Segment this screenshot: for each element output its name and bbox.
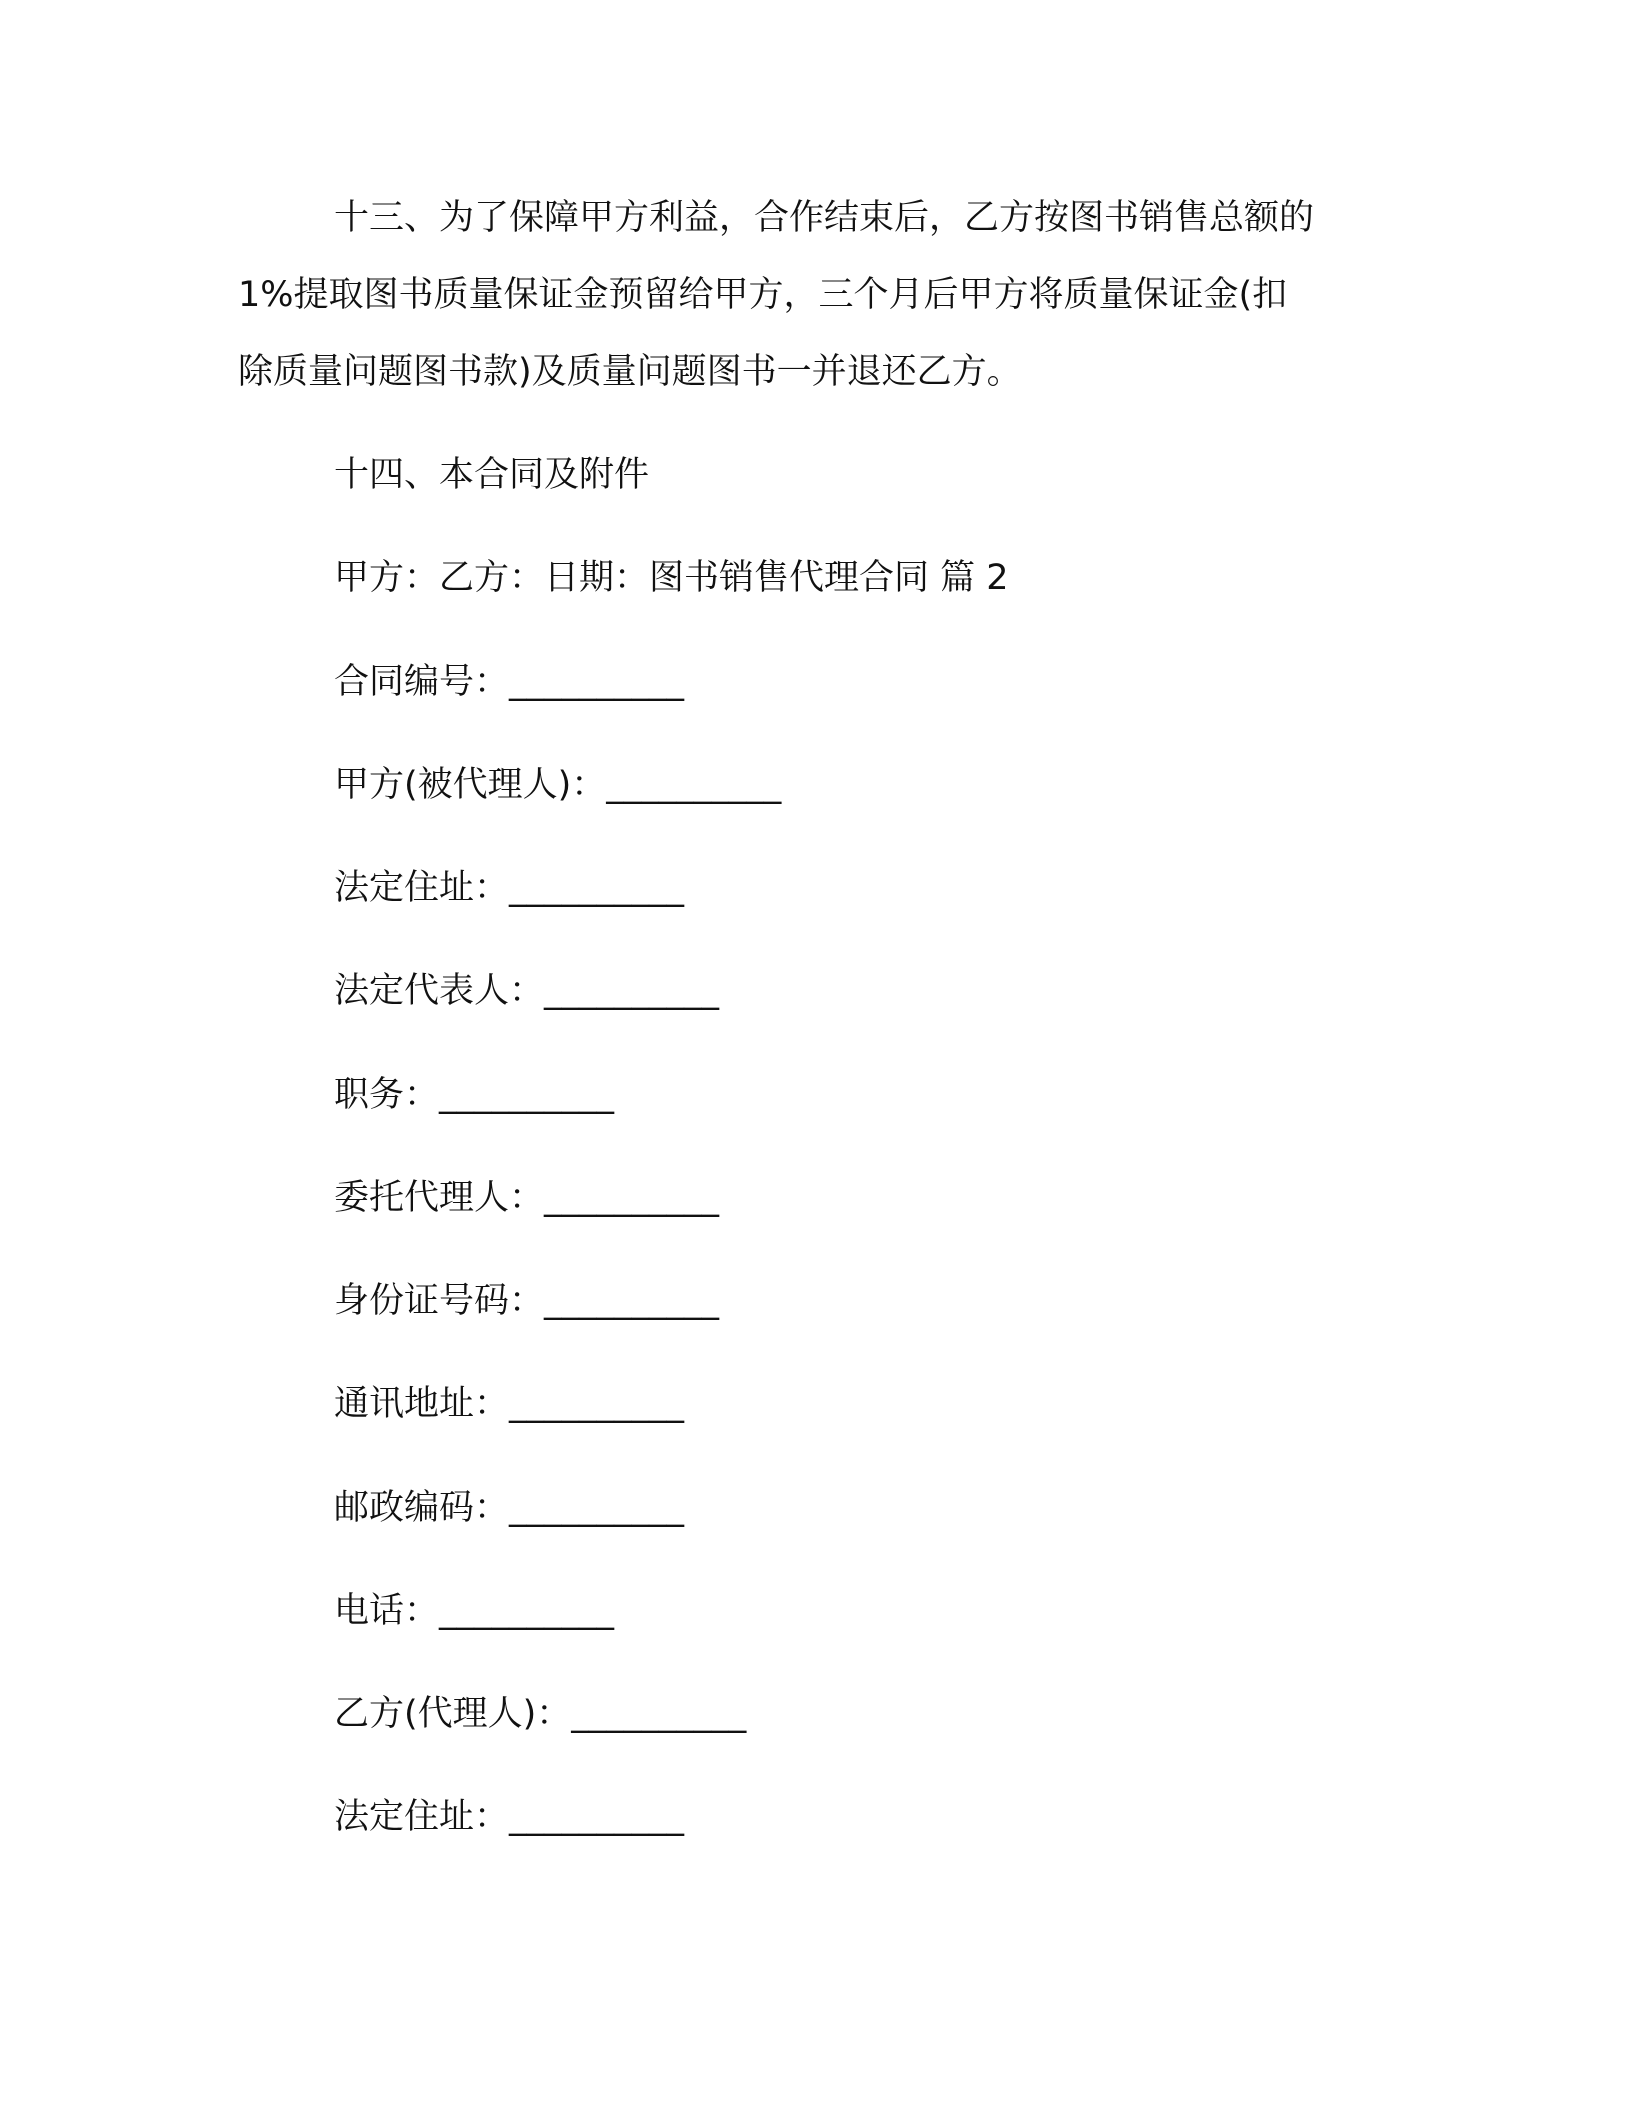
clause-14: 十四、本合同及附件 [334,455,650,495]
field-position: 职务：__________ [334,1075,615,1115]
field-party-a: 甲方(被代理人)：__________ [334,765,782,805]
field-legal-representative: 法定代表人：__________ [334,971,720,1011]
clause-13-line-1: 十三、为了保障甲方利益，合作结束后，乙方按图书销售总额的 [334,198,1315,238]
clause-13-line-2: 1%提取图书质量保证金预留给甲方，三个月后甲方将质量保证金(扣 [238,275,1288,315]
field-authorized-agent: 委托代理人：__________ [334,1178,720,1218]
field-contract-number: 合同编号：__________ [334,662,685,702]
field-id-number: 身份证号码：__________ [334,1281,720,1321]
field-legal-address-a: 法定住址：__________ [334,868,685,908]
field-phone: 电话：__________ [334,1591,615,1631]
field-legal-address-b: 法定住址：__________ [334,1797,685,1837]
field-mailing-address: 通讯地址：__________ [334,1384,685,1424]
clause-13-line-3: 除质量问题图书款)及质量问题图书一并退还乙方。 [238,352,1022,392]
field-party-b: 乙方(代理人)：__________ [334,1694,747,1734]
signature-date-line: 甲方：乙方：日期：图书销售代理合同 篇 2 [334,558,1009,598]
field-postal-code: 邮政编码：__________ [334,1488,685,1528]
